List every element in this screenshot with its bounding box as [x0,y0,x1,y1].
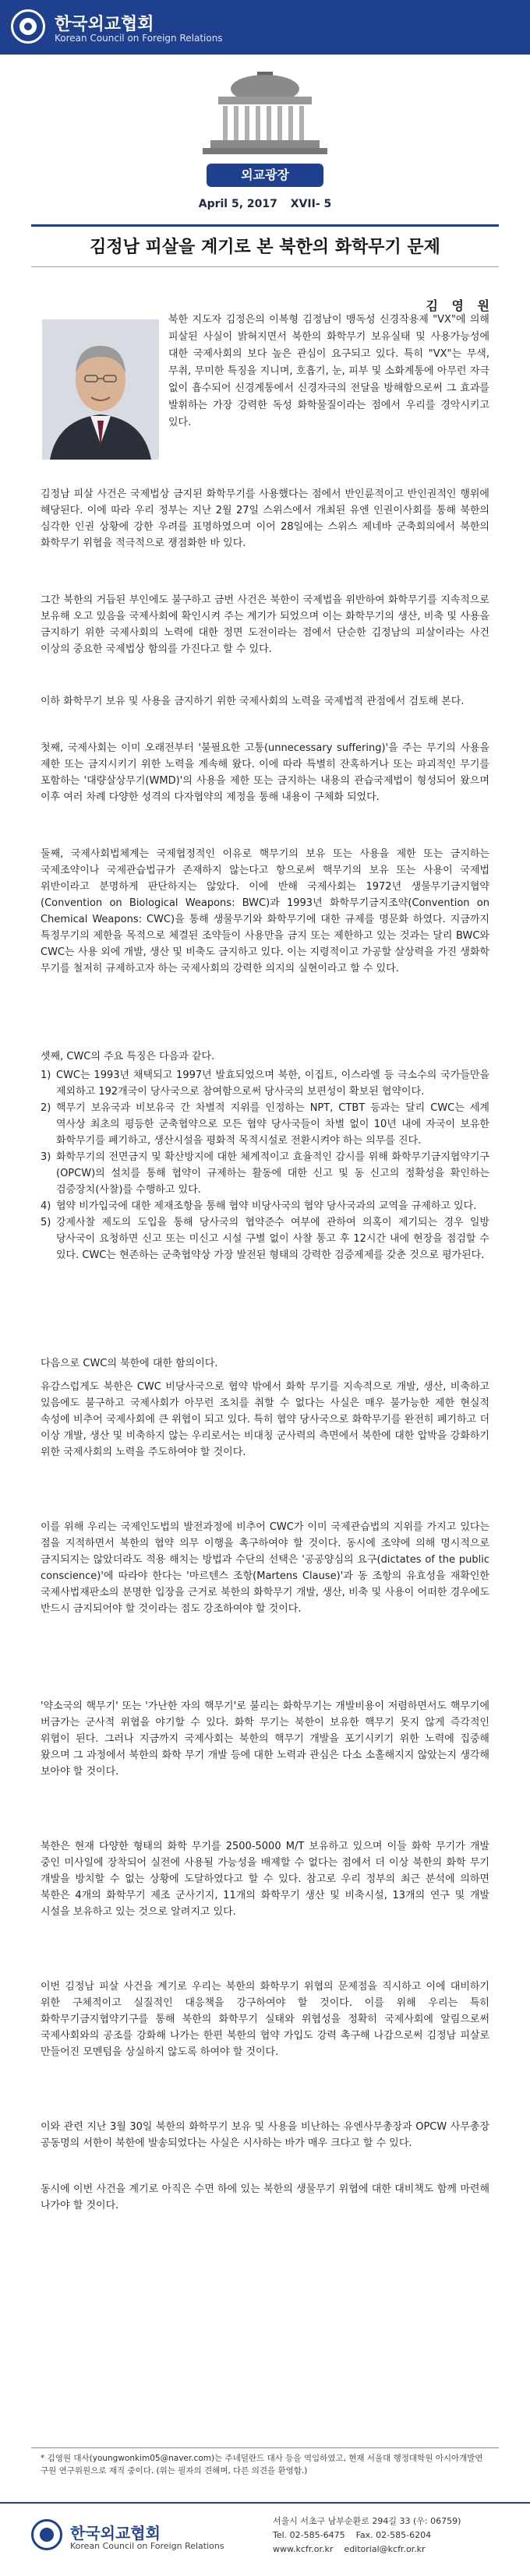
org-emblem-icon [11,9,45,44]
footer-logo [31,2516,234,2560]
publication-name: 외교광장 [207,164,323,187]
paragraph-6: 셋째, CWC의 주요 특징은 다음과 같다. [41,1051,215,1062]
footer-email-link[interactable]: editorial@kcfr.or.kr [344,2544,426,2554]
building-emblem-icon [179,65,351,159]
paragraph-1: 김정남 피살 사건은 국제법상 금지된 화학무기를 사용했다는 점에서 반인륜적이고 반인권적인 행위에 해당된다. 이에 따라 우리 정부는 지난 2월 27일 스위스에서 개최된 유엔 인권이사회를 통해 북한의 심각한 인권 상황에 강한 우려를 표명하였으며 이어 28일에는 스위스 제네바 군축회의에서 북한의 화학무기 위협을 적극적으로 쟁점화한 바 있다. [41,488,489,549]
footer-web-link[interactable]: www.kcfr.or.kr [273,2544,334,2554]
list-item: 5) 강제사찰 제도의 도입을 통해 당사국의 협약준수 여부에 관하여 의혹이 제기되는 경우 일방 당사국이 요청하면 신고 또는 미신고 시설 구별 없이 사찰 통고 후 12시간 내에 현장을 점검할 수 있다. CWC는 현존하는 군축협약상 가장 발전된 형태의 강력한 검증제제를 갖춘 것으로 평가된다. [41,1217,489,1261]
footer-fax: Fax. 02-585-6204 [355,2530,432,2540]
list-item: 4) 협약 비가입국에 대한 제재조항을 통해 협약 비당사국의 협약 당사국과의 교역을 규제하고 있다. [41,1200,477,1212]
paragraph-8: 유감스럽게도 북한은 CWC 비당사국으로 협약 밖에서 화학 무기를 지속적으로 개발, 생산, 비축하고 있음에도 불구하고 국제사회가 아무런 조치를 취할 수 없다는 사실은 매우 불가능한 제한 현실적 속성에 비추어 국제사회에 큰 위협이 되고 있다. 특히 협약 당사국으로 화학무기를 완전히 폐기하고 더 이상 개발, 생산 및 비축하지 않는 우리로서는 비대칭 군사력의 측면에서 북한에 대한 압박을 강화하기 위한 국제사회의 노력을 주도하여야 할 것이다. [41,1381,489,1458]
footer-contact [273,2514,507,2557]
paragraph-4: 첫째, 국제사회는 이미 오래전부터 '불필요한 고통(unnecessary suffering)'을 주는 무기의 사용을 제한 또는 금지시키기 위한 노력을 계속해 왔다. 이에 따라 특별히 잔혹하거나 또는 파괴적인 무기를 포함하는 '대량살상무기(WMD)'의 사용을 제한 또는 금지하는 내용의 관습국제법이 형성되어 왔으며 이후 여러 차례 다양한 성격의 다자협약의 제정을 통해 내용이 구체화 되었다. [41,742,489,803]
article-author: 김 영 원 [426,298,494,313]
footer-org-name-en: Korean Council on Foreign Relations [70,2541,224,2551]
paragraph-5: 둘째, 국제사회법체계는 국제협정적인 이유로 핵무기의 보유 또는 사용을 제한 또는 금지하는 국제조약이나 국제관습법규가 존재하지 않는다고 항으로써 핵무기의 보유 또는 사용이 국제법 위반이라고 분명하게 판단하지는 않았다. 이에 반해 국제사회는 1972년 생물무기금지협약(Convention on Biological Weapons: BWC)과 1993년 화학무기금지조약(Convention on Chemical Weapons: CWC)을 통해 생물무기와 화학무기에 대한 규제를 명문화 하였다. 지금까지 특정무기의 제한을 목적으로 체결된 조약들이 사용만을 금지 또는 제한하고 있는 것과는 달리 BWC와 CWC는 사용 외에 개발, 생산 및 비축도 금지하고 있다. 이는 지령적이고 가공할 살상력을 가진 생화학 무기를 철저히 규제하고자 하는 국제사회의 강력한 의지의 실현이라고 할 수 있다. [41,848,489,974]
paragraph-7: 다음으로 CWC의 북한에 대한 함의이다. [41,1358,218,1369]
paragraph-2: 그간 북한의 거듭된 부인에도 불구하고 금번 사건은 북한이 국제법을 위반하여 화학무기를 지속적으로 보유해 오고 있음을 국제사회에 확인시켜 주는 계기가 되었으며 이는 화학무기의 생산, 비축 및 사용을 금지하기 위한 국제사회의 노력에 대한 정면 도전이라는 점에서 단순한 김정남의 피살이라는 사건 이상의 중요한 국제법상 함의를 가진다고 할 수 있다. [41,594,489,655]
org-logo [11,8,245,47]
paragraph-3: 이하 화학무기 보유 및 사용을 금지하기 위한 국제사회의 노력을 국제법적 관점에서 검토해 본다. [41,696,465,707]
paragraph-12: 이번 김정남 피살 사건을 계기로 우리는 북한의 화학무기 위협의 문제점을 직시하고 이에 대비하기 위한 구체적이고 실질적인 대응책을 강구하여야 할 것이다. 이를 위해 우리는 특히 화학무기금지협약기구를 통해 북한의 화학무기 실태와 위협성을 정확히 국제사회에 알림으로써 국제사회와의 공조를 강화해 나가는 한편 북한의 협약 가입도 강력 촉구해 나감으로써 김정남 피살로 만들어진 모멘텀을 상실하지 않도록 하여야 할 것이다. [41,1981,489,2058]
paragraph-10: '약소국의 핵무기' 또는 '가난한 자의 핵무기'로 불리는 화학무기는 개발비용이 저렴하면서도 핵무기에 버금가는 군사적 위협을 야기할 수 있다. 화학 무기는 북한이 보유한 핵무기 못지 않게 즉각적인 위협이 된다. 그러나 지금까지 국제사회는 북한의 핵무기 개발을 포기시키기 위한 노력에 집중해 왔으며 그 과정에서 북한의 화학 무기 개발 등에 대한 노력과 관심은 다소 소홀해지지 않았는지 생각해 보아야 할 것이다. [41,1700,489,1778]
author-footnote: * 김영원 대사(youngwonkim05@naver.com)는 주네덜란드 대사 등을 역임하였고, 현재 서울대 행정대학원 아시아개발연구원 연구위원으로 재직 중이다. (위는 필자의 견해며, 다른 의견을 환영함.) [41,2454,483,2476]
paragraph-11: 북한은 현재 다양한 형태의 화학 무기를 2500-5000 M/T 보유하고 있으며 이들 화학 무기가 개발 중인 미사일에 장착되어 실전에 사용될 가능성을 배제할 수 없다는 점에서 더 이상 북한의 화학 무기 개발을 방치할 수 없는 상황에 도달하였다고 할 수 있다. 참고로 우리 정부의 최근 분석에 의하면 북한은 4개의 화학무기 제조 군사기지, 11개의 화학무기 생산 및 비축시설, 13개의 연구 및 개발 시설을 보유하고 있는 것으로 알려지고 있다. [41,1841,489,1918]
footer-tel: Tel. 02-585-6475 [273,2530,345,2540]
article-intro: 북한 지도자 김정은의 이복형 김정남이 맹독성 신경작용제 "VX"에 의해 피살된 사실이 밝혀지면서 북한의 화학무기 보유실태 및 사용가능성에 대한 국제사회의 보다 높은 관심이 요구되고 있다. 특히 "VX"는 무색, 무취, 무미한 특징을 지니며, 호흡기, 눈, 피부 및 소화계통에 아무런 자극 없이 흡수되어 신경계통에서 신경자극의 전달을 방해함으로써 그 효과를 발휘하는 가장 강력한 독성 화학물질이라는 점에서 우리를 경악시키고 있다. [168,314,489,428]
paragraph-14: 동시에 이번 사건을 계기로 아직은 수면 하에 있는 북한의 생물무기 위협에 대한 대비책도 함께 마련해 나가야 할 것이다. [41,2183,489,2211]
footer-emblem-icon [31,2519,62,2550]
issue-line [0,198,530,210]
paragraph-13: 이와 관련 지난 3월 30일 북한의 화학무기 보유 및 사용을 비난하는 유엔사무총장과 OPCW 사무총장 공동명의 서한이 북한에 발송되었다는 사실은 시사하는 바가 매우 크다고 할 수 있다. [41,2121,489,2149]
author-photo [42,319,159,460]
issue-date: April 5, 2017 [198,198,277,210]
list-item: 1) CWC는 1993년 채택되고 1997년 발효되었으며 북한, 이집트, 이스라엘 등 극소수의 국가들만을 제외하고 192개국이 당사국으로 참여함으로써 당사국의 보편성이 확보된 협약이다. [41,1070,489,1098]
footer-address: 서울시 서초구 남부순환로 294길 33 (우: 06759) [273,2516,461,2526]
title-bottom-rule [31,266,499,267]
page-header [0,0,530,55]
org-name-ko: 한국외교협회 [55,15,154,34]
issue-number: XVII- 5 [290,198,332,210]
org-name-en: Korean Council on Foreign Relations [55,33,223,44]
list-item: 2) 핵무기 보유국과 비보유국 간 차별적 지위를 인정하는 NPT, CTBT 등과는 달리 CWC는 세계 역사상 최초의 평등한 군축협약으로 모든 협약 당사국들이 차별 없이 10년 내에 자국이 보유한 화학무기를 폐기하고, 생산시설을 평화적 목적시설로 전환시켜야 하는 의무를 진다. [41,1102,489,1147]
paragraph-9: 이를 위해 우리는 국제인도법의 발전과정에 비추어 CWC가 이미 국제관습법의 지위를 가지고 있다는 점을 지적하면서 북한의 협약 의무 이행을 촉구하여야 할 것이다. 동시에 조약에 의해 명시적으로 금지되지는 않았더라도 적용 해치는 방법과 수단의 선택은 '공공양심의 요구(dictates of the public conscience)'에 따라야 한다는 '마르텐스 조항(Martens Clause)'과 동 조항의 유효성을 재확인한 국제사법재판소의 분명한 입장을 근거로 북한의 화학무기 개발, 생산, 비축 및 사용이 어떠한 경우에도 반드시 금지되어야 할 것이라는 점도 강조하여야 할 것이다. [41,1521,489,1615]
list-item: 3) 화학무기의 전면금지 및 확산방지에 대한 체계적이고 효율적인 감시를 위해 화학무기금지협약기구(OPCW)의 설치를 통해 협약이 규제하는 활동에 대한 신고 및 동 신고의 정확성을 확인하는 검증장치(사찰)를 수행하고 있다. [41,1151,489,1196]
footnote-rule [31,2447,499,2448]
footer-rule [0,2502,530,2504]
cwc-points-list [41,1067,489,1263]
article-title: 김정남 피살을 계기로 본 북한의 화학무기 문제 [90,238,440,257]
footer-org-name-ko: 한국외교협회 [70,2524,161,2543]
title-top-rule [31,224,499,227]
